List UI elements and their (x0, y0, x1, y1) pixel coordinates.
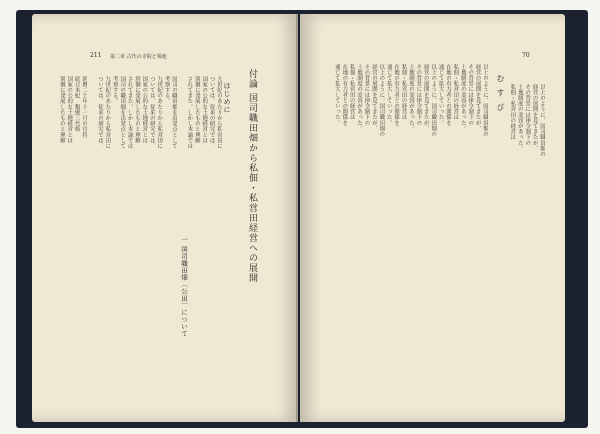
note-text: 延暦二十年十一月の官符 続日本紀 類聚三代格 国家の公的な土地経営とは 別個に発展したものと理解 (58, 76, 87, 144)
right-page (300, 14, 565, 422)
heading-sub: 一 国司職田畑〔公田〕について (180, 236, 188, 337)
left-page-number: 211 (90, 52, 102, 59)
right-body-text-2: 以上のように、国司職田畑の 経営の展開を見てきたが、 その背景には律令制下の 土地制度の変容があった。 私佃・私営田の経営は (509, 84, 545, 157)
left-page (32, 14, 298, 422)
right-body-text: 以上のように、国司職田畑の 経営の展開を見てきたが、 その背景には律令制下の 土地制度の変容があった。 私佃・私営田の経営は 在地の有力者との関係を 通じて拡大していった。 以上のように、国司職田畑の 経営の展開を見てきたが、 その背景には律令制下の 土地制度の変容があった。 私佃・私営田の経営は 在地の有力者との関係を 通じて拡大していった。 以上のように、国司職田畑の 経営の展開を見てきたが、 その背景には律令制下の 土地制度の変容があった。 私佃・私営田の経営は 在地の有力者との関係を 通じて拡大していった。 (333, 64, 488, 137)
heading-intro: はじめに (223, 82, 231, 114)
right-page-number: 70 (522, 52, 530, 59)
running-head: 第二章 古代の寺院と領地 (110, 54, 167, 60)
section-title: 付論 国司職田畑から私佃・私営田経営への展開 (247, 69, 257, 283)
conclusion-title: む す び (496, 74, 505, 114)
body-text-block-1: 九世紀のあたりから私営田に ついては、従来の研究では、 国家の公的な土地経営とは 別個に発展したものと理解 されてきた。しかし本論では (186, 76, 222, 149)
body-text-block-2: 国司の職田畑を出発点として 考察する。 九世紀のあたりから私営田に ついては、従来の研究では、 国家の公的な土地経営とは 別個に発展したものと理解 されてきた。しかし本論では 国司の職田畑を出発点として 考察する。 九世紀のあたりから私営田に ついては、従来の研究では、 (96, 76, 177, 149)
